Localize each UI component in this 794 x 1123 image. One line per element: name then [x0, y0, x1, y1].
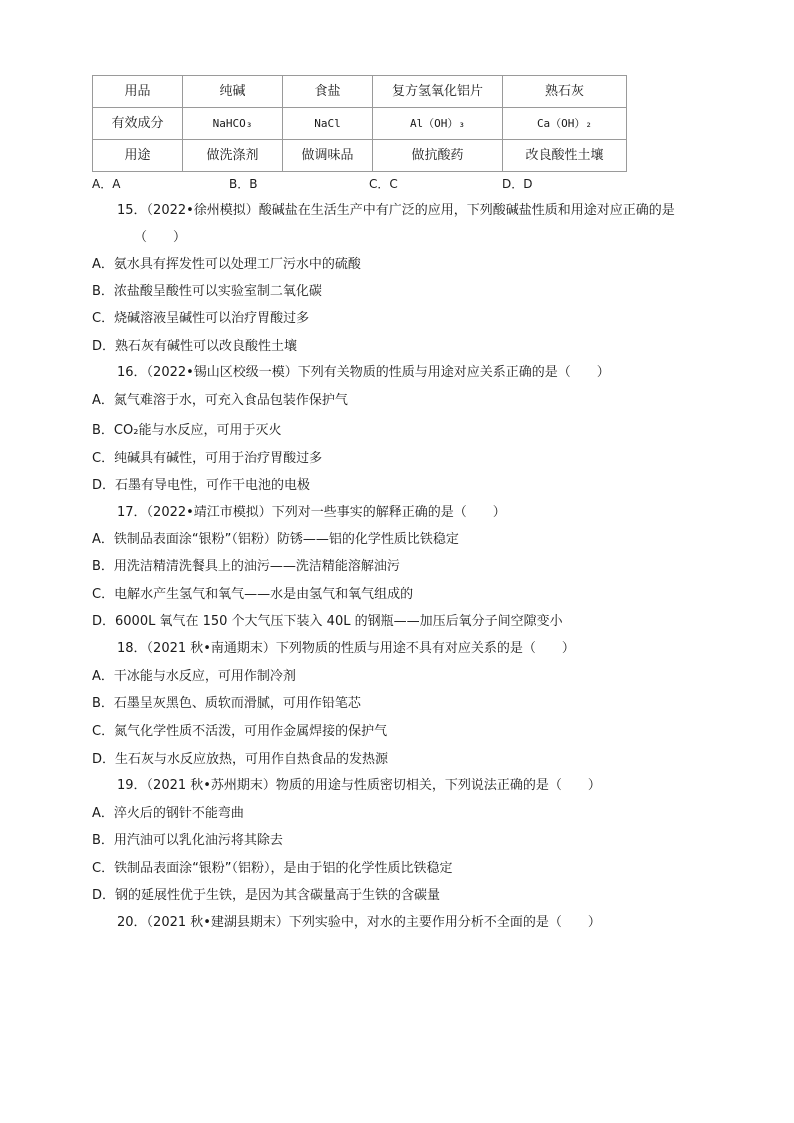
question-17-stem: 17．（2022•靖江市模拟）下列对一些事实的解释正确的是（ ） [117, 505, 506, 520]
question-19-option-d: D．钢的延展性优于生铁，是因为其含碳量高于生铁的含碳量 [92, 888, 441, 903]
question-18-option-b: B．石墨呈灰黑色、质软而滑腻，可用作铅笔芯 [92, 696, 361, 711]
table-cell: 复方氢氧化铝片 [373, 76, 503, 108]
question-15-stem: 15．（2022•徐州模拟）酸碱盐在生活生产中有广泛的应用，下列酸碱盐性质和用途对应正确的是 [117, 203, 675, 218]
table-cell: 改良酸性土壤 [503, 140, 627, 172]
table-row [93, 108, 627, 140]
question-16-option-d: D．石墨有导电性，可作干电池的电极 [92, 478, 311, 493]
question-17-option-c: C．电解水产生氢气和氧气——水是由氢气和氧气组成的 [92, 587, 414, 602]
table-cell: 用途 [93, 140, 183, 172]
table-cell: Ca（OH）₂ [503, 108, 627, 140]
question-18-option-d: D．生石灰与水反应放热，可用作自热食品的发热源 [92, 752, 389, 767]
question-17-option-a: A．铁制品表面涂“银粉”（铝粉）防锈——铝的化学性质比铁稳定 [92, 532, 459, 547]
option-d: D．D [502, 177, 533, 191]
question-15-option-d: D．熟石灰有碱性可以改良酸性土壤 [92, 339, 298, 354]
substance-table [92, 75, 627, 172]
table-cell: NaHCO₃ [183, 108, 283, 140]
question-19-option-b: B．用汽油可以乳化油污将其除去 [92, 833, 283, 848]
question-18-stem: 18．（2021 秋•南通期末）下列物质的性质与用途不具有对应关系的是（ ） [117, 641, 575, 656]
option-b: B．B [229, 177, 258, 191]
option-c: C．C [369, 177, 398, 191]
question-16-stem: 16．（2022•锡山区校级一模）下列有关物质的性质与用途对应关系正确的是（ ） [117, 365, 610, 380]
table-cell: 熟石灰 [503, 76, 627, 108]
question-15-option-b: B．浓盐酸呈酸性可以实验室制二氧化碳 [92, 284, 322, 299]
question-15-option-a: A．氨水具有挥发性可以处理工厂污水中的硫酸 [92, 257, 361, 272]
question-19-option-c: C．铁制品表面涂“银粉”（铝粉），是由于铝的化学性质比铁稳定 [92, 861, 453, 876]
table-cell: 食盐 [283, 76, 373, 108]
table-cell: Al（OH）₃ [373, 108, 503, 140]
question-18-option-c: C．氮气化学性质不活泼，可用作金属焊接的保护气 [92, 724, 388, 739]
table-row [93, 140, 627, 172]
table-cell: 做洗涤剂 [183, 140, 283, 172]
question-15-blank: （ ） [134, 230, 187, 245]
question-16-option-a: A．氮气难溶于水，可充入食品包装作保护气 [92, 393, 348, 408]
question-16-option-c: C．纯碱具有碱性，可用于治疗胃酸过多 [92, 451, 323, 466]
table-cell: 纯碱 [183, 76, 283, 108]
table-row [93, 76, 627, 108]
question-19-stem: 19．（2021 秋•苏州期末）物质的用途与性质密切相关，下列说法正确的是（ ） [117, 778, 601, 793]
question-15-option-c: C．烧碱溶液呈碱性可以治疗胃酸过多 [92, 311, 310, 326]
table-cell: NaCl [283, 108, 373, 140]
question-17-option-d: D．6000L 氧气在 150 个大气压下装入 40L 的钢瓶——加压后氧分子间空隙变小 [92, 614, 563, 629]
question-17-option-b: B．用洗洁精清洗餐具上的油污——洗洁精能溶解油污 [92, 559, 400, 574]
table-cell: 做抗酸药 [373, 140, 503, 172]
question-19-option-a: A．淬火后的钢针不能弯曲 [92, 806, 244, 821]
question-16-option-b: B．CO₂能与水反应，可用于灭火 [92, 423, 282, 438]
table-cell: 有效成分 [93, 108, 183, 140]
option-a: A．A [92, 177, 121, 191]
question-18-option-a: A．干冰能与水反应，可用作制冷剂 [92, 669, 296, 684]
table-cell: 用品 [93, 76, 183, 108]
question-20-stem: 20．（2021 秋•建湖县期末）下列实验中，对水的主要作用分析不全面的是（ ） [117, 915, 601, 930]
table-cell: 做调味品 [283, 140, 373, 172]
